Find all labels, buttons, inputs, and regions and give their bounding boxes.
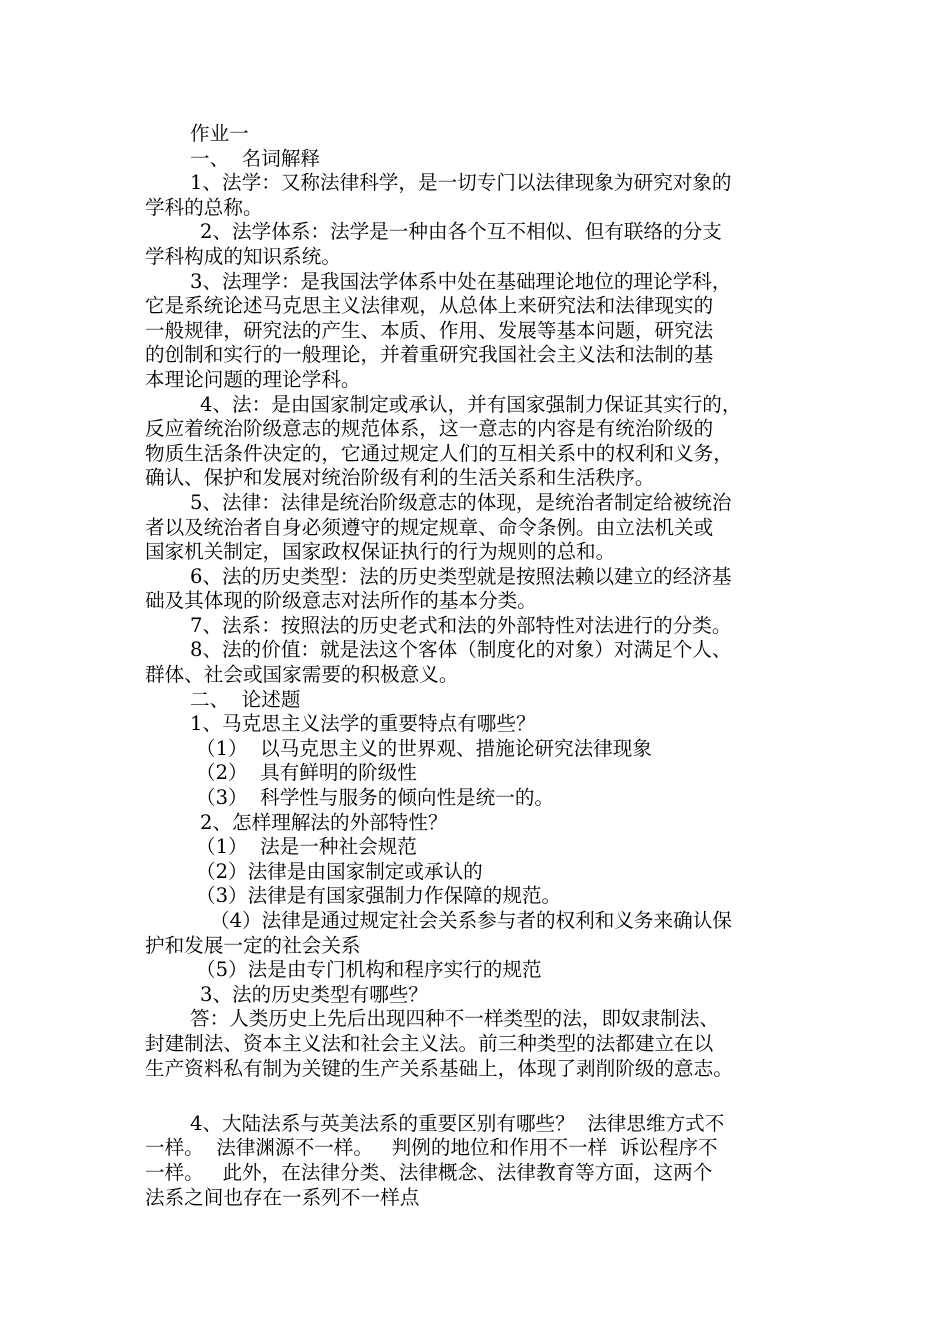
- question-2-answer-3: （3）法律是有国家强制力作保障的规范。: [196, 884, 562, 908]
- question-1-answer-3: （3） 科学性与服务的倾向性是统一的。: [196, 786, 555, 810]
- question-2-answer-4-line-2: 护和发展一定的社会关系: [145, 933, 361, 957]
- definition-1-line-2: 学科的总称。: [145, 195, 263, 219]
- definition-5-line-3: 国家机关制定，国家政权保证执行的行为规则的总和。: [145, 540, 616, 564]
- definition-3-line-4: 的创制和实行的一般理论，并着重研究我国社会主义法和法制的基: [145, 343, 714, 367]
- question-2-answer-1: （1） 法是一种社会规范: [196, 835, 417, 859]
- question-2: 2、怎样理解法的外部特性？: [200, 810, 448, 834]
- question-3-answer-line-3: 生产资料私有制为关键的生产关系基础上，体现了剥削阶级的意志。: [145, 1056, 733, 1080]
- question-1-answer-2: （2） 具有鲜明的阶级性: [196, 761, 417, 785]
- definition-2-line-2: 学科构成的知识系统。: [145, 244, 341, 268]
- definition-1-line-1: 1、法学：又称法律科学，是一切专门以法律现象为研究对象的: [190, 171, 732, 195]
- question-3-answer-line-1: 答：人类历史上先后出现四种不一样类型的法，即奴隶制法、: [190, 1007, 720, 1031]
- definition-2-line-1: 2、法学体系：法学是一种由各个互不相似、但有联络的分支: [200, 220, 722, 244]
- section-heading-terms: 一、 名词解释: [190, 146, 321, 170]
- section-heading-essay: 二、 论述题: [190, 687, 301, 711]
- definition-3-line-5: 本理论问题的理论学科。: [145, 367, 361, 391]
- question-2-answer-2: （2）法律是由国家制定或承认的: [196, 859, 483, 883]
- definition-5-line-1: 5、法律：法律是统治阶级意志的体现，是统治者制定给被统治: [190, 490, 732, 514]
- question-1-answer-1: （1） 以马克思主义的世界观、措施论研究法律现象: [196, 736, 652, 760]
- definition-4-line-3: 物质生活条件决定的，它通过规定人们的互相关系中的权利和义务，: [145, 441, 733, 465]
- definition-6-line-1: 6、法的历史类型：法的历史类型就是按照法赖以建立的经济基: [190, 564, 732, 588]
- question-4-line-2: 一样。 法律渊源不一样。 判例的地位和作用不一样 诉讼程序不: [145, 1136, 718, 1160]
- definition-3-line-3: 一般规律，研究法的产生、本质、作用、发展等基本问题，研究法: [145, 318, 714, 342]
- definition-4-line-1: 4、法：是由国家制定或承认，并有国家强制力保证其实行的，: [200, 392, 742, 416]
- document-page: [145, 122, 825, 1210]
- question-1: 1、马克思主义法学的重要特点有哪些？: [190, 712, 536, 736]
- definition-8-line-1: 8、法的价值：就是法这个客体（制度化的对象）对满足个人、: [190, 638, 732, 662]
- blank-line: [145, 1081, 825, 1106]
- question-3: 3、法的历史类型有哪些？: [200, 982, 428, 1006]
- definition-7-line-1: 7、法系：按照法的历史老式和法的外部特性对法进行的分类。: [190, 613, 732, 637]
- document-title: 作业一: [190, 122, 249, 145]
- definition-3-line-1: 3、法理学：是我国法学体系中处在基础理论地位的理论学科，: [190, 269, 732, 293]
- question-3-answer-line-2: 封建制法、资本主义法和社会主义法。前三种类型的法都建立在以: [145, 1031, 714, 1055]
- definition-3-line-2: 它是系统论述马克思主义法律观，从总体上来研究法和法律现实的: [145, 294, 714, 318]
- definition-5-line-2: 者以及统治者自身必须遵守的规定规章、命令条例。由立法机关或: [145, 515, 714, 539]
- definition-8-line-2: 群体、社会或国家需要的积极意义。: [145, 663, 459, 687]
- definition-4-line-4: 确认、保护和发展对统治阶级有利的生活关系和生活秩序。: [145, 466, 655, 490]
- question-4-line-1: 4、大陆法系与英美法系的重要区别有哪些？ 法律思维方式不: [190, 1111, 725, 1135]
- question-2-answer-5: （5）法是由专门机构和程序实行的规范: [196, 958, 542, 982]
- definition-4-line-2: 反应着统治阶级意志的规范体系，这一意志的内容是有统治阶级的: [145, 417, 714, 441]
- question-2-answer-4-line-1: （4）法律是通过规定社会关系参与者的权利和义务来确认保: [210, 909, 732, 932]
- definition-6-line-2: 础及其体现的阶级意志对法所作的基本分类。: [145, 589, 537, 613]
- question-4-line-3: 一样。 此外，在法律分类、法律概念、法律教育等方面，这两个: [145, 1160, 713, 1184]
- question-4-line-4: 法系之间也存在一系列不一样点: [145, 1185, 420, 1209]
